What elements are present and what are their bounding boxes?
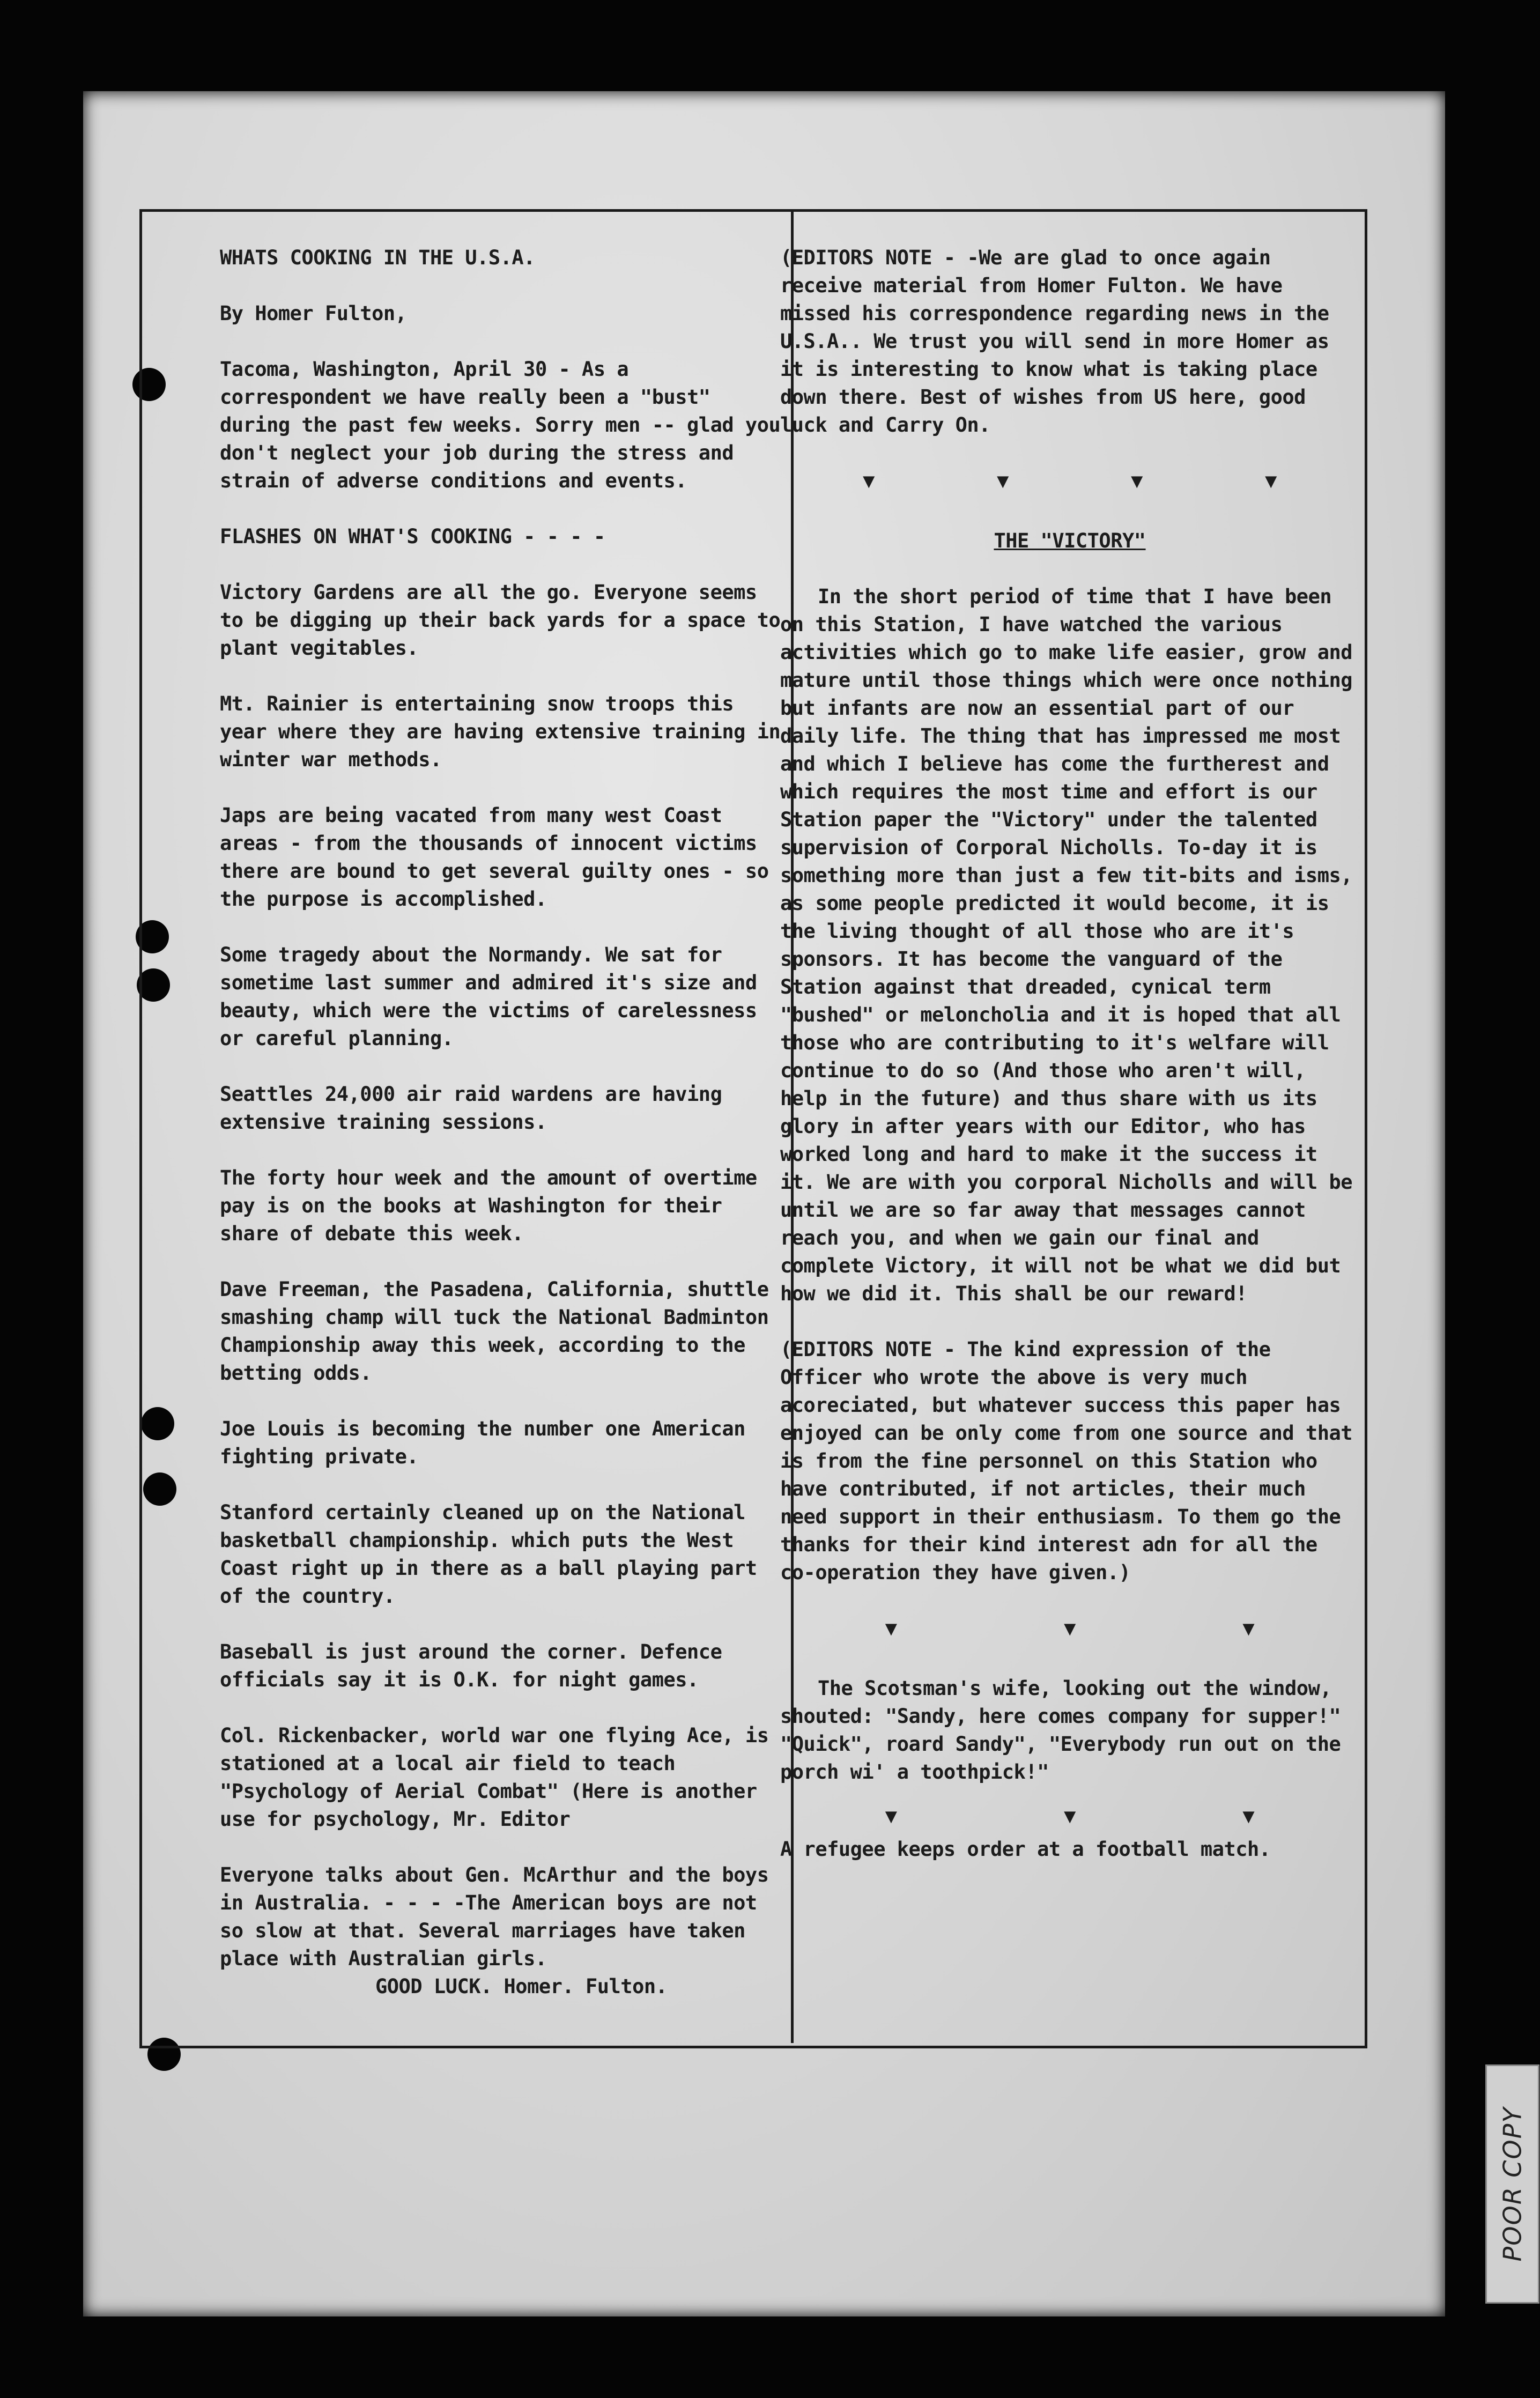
poor-copy-stamp bbox=[1485, 2064, 1539, 2304]
paragraph: FLASHES ON WHAT'S COOKING - - - - bbox=[220, 525, 605, 548]
paragraph: Everyone talks about Gen. McArthur and the boys in Australia. - - - -The American boys are not so slow at that. Several marriages have taken place with Australian girls. bbox=[220, 1863, 769, 1970]
victory-article: In the short period of time that I have been on this Station, I have watched the various activities which go to make life easier, grow and mature until those things which were once nothing but infants are now an essential part of our daily life. The thing that has impressed me most and which I believe has come the furtherest and which requires the most time and effort is our Station paper the "Victory" under the talented supervision of Corporal Nicholls. To-day it is something more than just a few tit-bits and isms, as some people predicted it would become, it is the living thought of all those who are it's sponsors. It has become the vanguard of the Station against that dreaded, cynical term "bushed" or meloncholia and it is hoped that all those who are contributing to it's welfare will continue to do so (And those who aren't will, help in the future) and thus share with us its glory in after years with our Editor, who has worked long and hard to make it the success it it. We are with you corporal Nicholls and will be until we are so far away that messages cannot reach you, and when we gain our final and complete Victory, it will not be what we did but how we did it. This shall be our reward! bbox=[780, 585, 1353, 1305]
paragraph: Seattles 24,000 air raid wardens are having extensive training sessions. bbox=[220, 1083, 722, 1134]
paragraph: Tacoma, Washington, April 30 - As a correspondent we have really been a "bust" during the past few weeks. Sorry men -- glad you don't neglect your job during the stress and strain of adverse conditions and events. bbox=[220, 358, 781, 492]
victory-title: THE "VICTORY" bbox=[994, 529, 1146, 552]
paragraph: Dave Freeman, the Pasadena, California, shuttle smashing champ will tuck the National Badminton Championship away this week, according to the betting odds. bbox=[220, 1278, 769, 1385]
triangle-mark-icon: ▼ bbox=[1064, 1617, 1076, 1640]
refugee-joke: A refugee keeps order at a football match. bbox=[780, 1838, 1271, 1861]
triangle-mark-icon: ▼ bbox=[1242, 1617, 1255, 1640]
byline: By Homer Fulton, bbox=[220, 302, 407, 325]
triangle-mark-icon: ▼ bbox=[863, 469, 875, 492]
stamp-text: POOR COPY bbox=[1498, 2106, 1527, 2262]
paragraph: Mt. Rainier is entertaining snow troops this year where they are having extensive training in winter war methods. bbox=[220, 692, 781, 771]
paragraph: Baseball is just around the corner. Defence officials say it is O.K. for night games. bbox=[220, 1640, 722, 1691]
separator-marks bbox=[780, 1615, 1359, 1642]
article-title: WHATS COOKING IN THE U.S.A. bbox=[220, 246, 535, 269]
triangle-mark-icon: ▼ bbox=[1131, 469, 1143, 492]
separator-marks bbox=[780, 467, 1359, 495]
triangle-mark-icon: ▼ bbox=[1242, 1804, 1255, 1827]
triangle-mark-icon: ▼ bbox=[1064, 1804, 1076, 1827]
paragraph: Joe Louis is becoming the number one American fighting private. bbox=[220, 1417, 745, 1468]
joke: The Scotsman's wife, looking out the window, shouted: "Sandy, here comes company for supper!" "Quick", roard Sandy", "Everybody run out on the porch wi' a toothpick!" bbox=[780, 1677, 1341, 1783]
triangle-mark-icon: ▼ bbox=[1265, 469, 1277, 492]
editors-note: (EDITORS NOTE - -We are glad to once again receive material from Homer Fulton. We have missed his correspondence regarding news in the U.S.A.. We trust you will send in more Homer as it is interesting to know what is taking place down there. Best of wishes from US here, good luck and Carry On. bbox=[780, 246, 1329, 436]
separator-marks bbox=[780, 1802, 1359, 1830]
triangle-mark-icon: ▼ bbox=[997, 469, 1009, 492]
triangle-mark-icon: ▼ bbox=[885, 1804, 897, 1827]
editors-note: (EDITORS NOTE - The kind expression of the Officer who wrote the above is very much acoreciated, but whatever success this paper has enjoyed can be only come from one source and that is from the fine personnel on this Station who have contributed, if not articles, their much need support in their enthusiasm. To them go the thanks for their kind interest adn for all the co-operation they have given.) bbox=[780, 1338, 1353, 1584]
triangle-mark-icon: ▼ bbox=[885, 1617, 897, 1640]
right-column bbox=[780, 244, 1359, 1891]
paragraph: Col. Rickenbacker, world war one flying Ace, is stationed at a local air field to teach "Psychology of Aerial Combat" (Here is another use for psychology, Mr. Editor bbox=[220, 1724, 769, 1831]
left-column bbox=[220, 244, 783, 2029]
paragraph: Some tragedy about the Normandy. We sat for sometime last summer and admired it's size and beauty, which were the victims of carelessness or careful planning. bbox=[220, 943, 757, 1050]
paragraph: Victory Gardens are all the go. Everyone seems to be digging up their back yards for a space to plant vegitables. bbox=[220, 581, 781, 660]
signoff: GOOD LUCK. Homer. Fulton. bbox=[375, 1975, 668, 1998]
paragraph: The forty hour week and the amount of overtime pay is on the books at Washington for their share of debate this week. bbox=[220, 1166, 757, 1245]
paragraph: Japs are being vacated from many west Coast areas - from the thousands of innocent victims there are bound to get several guilty ones - so the purpose is accomplished. bbox=[220, 804, 769, 911]
paragraph: Stanford certainly cleaned up on the National basketball championship. which puts the West Coast right up in there as a ball playing part of the country. bbox=[220, 1501, 757, 1608]
